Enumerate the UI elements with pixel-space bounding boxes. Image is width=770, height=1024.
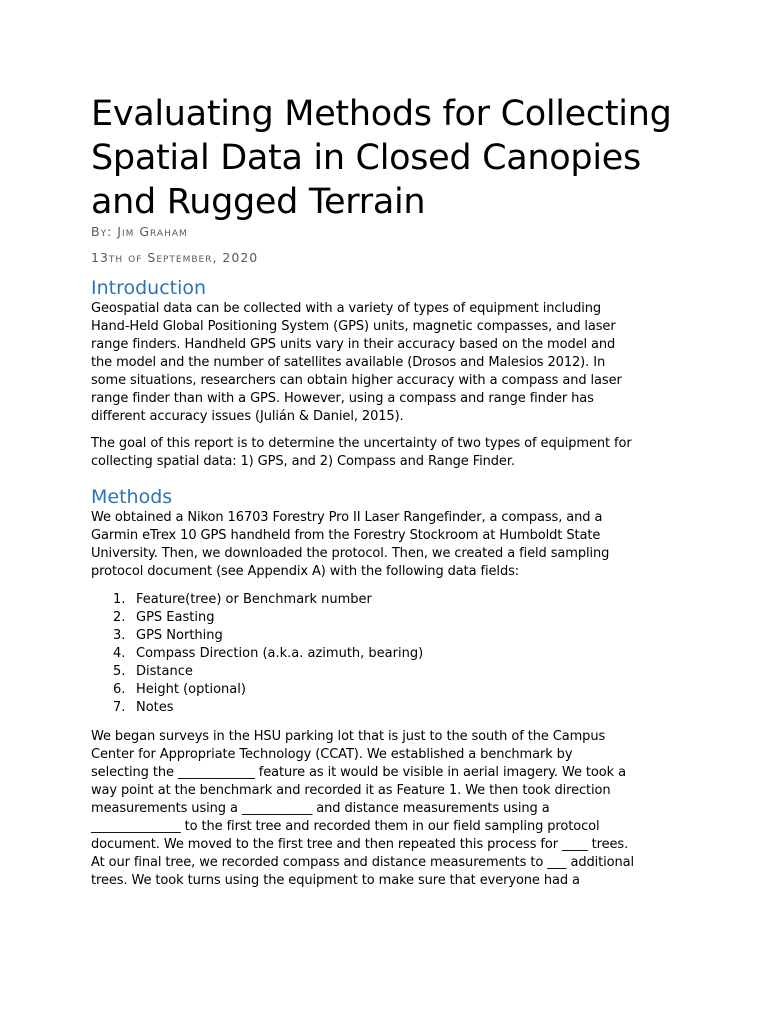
list-item <box>91 699 691 717</box>
list-item-label: Notes <box>136 700 174 715</box>
date-line: 13th of September, 2020 <box>91 250 259 265</box>
list-item-number: 4. <box>113 646 126 661</box>
author-line: By: Jim Graham <box>91 224 188 239</box>
methods-intro-paragraph: We obtained a Nikon 16703 Forestry Pro II Laser Rangefinder, a compass, and a Garmin eTrex 10 GPS handheld from the Forestry Stockroom at Humboldt State University. Then, we downloaded the protocol. Then, we created a field sampling protocol document (see Appendix A) with the following data fields: <box>91 510 610 579</box>
list-item-number: 2. <box>113 610 126 625</box>
methods-heading: Methods <box>91 486 173 508</box>
list-item-label: Height (optional) <box>136 682 246 697</box>
list-item-label: GPS Easting <box>136 610 215 625</box>
list-item <box>91 609 691 627</box>
list-item <box>91 663 691 681</box>
list-item <box>91 627 691 645</box>
introduction-paragraph-1: Geospatial data can be collected with a variety of types of equipment including Hand-Held Global Positioning System (GPS) units, magnetic compasses, and laser range finders. Handheld GPS units vary in their accuracy based on the model and the model and the number of satellites available (Drosos and Malesios 2012). In some situations, researchers can obtain higher accuracy with a compass and laser range finder than with a GPS. However, using a compass and range finder has different accuracy issues (Julián & Daniel, 2015). <box>91 301 622 424</box>
list-item <box>91 645 691 663</box>
list-item-label: Feature(tree) or Benchmark number <box>136 592 372 607</box>
introduction-heading: Introduction <box>91 277 207 299</box>
list-item <box>91 591 691 609</box>
list-item <box>91 681 691 699</box>
methods-survey-paragraph: We began surveys in the HSU parking lot that is just to the south of the Campus Center for Appropriate Technology (CCAT). We established a benchmark by selecting the ____________ feature as it would be visible in aerial imagery. We took a way point at the benchmark and recorded it as Feature 1. We then took direction measurements using a ___________ and distance measurements using a ______________ to the first tree and recorded them in our field sampling protocol document. We moved to the first tree and then repeated this process for ____ trees. At our final tree, we recorded compass and distance measurements to ___ additional trees. We took turns using the equipment to make sure that everyone had a <box>91 729 635 888</box>
list-item-label: GPS Northing <box>136 628 223 643</box>
list-item-number: 6. <box>113 682 126 697</box>
document-page <box>91 92 691 890</box>
data-fields-list <box>91 591 691 717</box>
list-item-number: 5. <box>113 664 126 679</box>
list-item-number: 3. <box>113 628 126 643</box>
list-item-number: 7. <box>113 700 126 715</box>
introduction-paragraph-2: The goal of this report is to determine the uncertainty of two types of equipment for collecting spatial data: 1) GPS, and 2) Compass and Range Finder. <box>91 436 632 469</box>
list-item-number: 1. <box>113 592 126 607</box>
document-title: Evaluating Methods for Collecting Spatial Data in Closed Canopies and Rugged Terrain <box>91 94 672 222</box>
list-item-label: Compass Direction (a.k.a. azimuth, bearing) <box>136 646 424 661</box>
list-item-label: Distance <box>136 664 193 679</box>
